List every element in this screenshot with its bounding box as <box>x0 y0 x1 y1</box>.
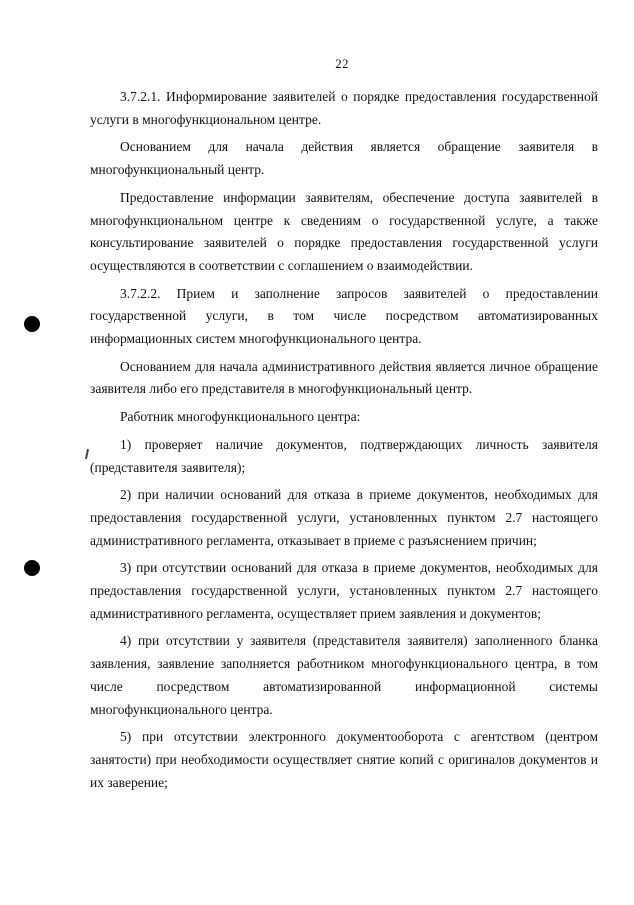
punch-hole-mark <box>24 316 40 332</box>
paragraph-section-3-7-2-2: 3.7.2.2. Прием и заполнение запросов заявителей о предоставлении государственной услуги, в том числе посредством автоматизированных информационных систем многофункционального центра. <box>90 285 598 347</box>
list-item: 1) проверяет наличие документов, подтверждающих личность заявителя (представителя заявителя); <box>90 436 598 475</box>
document-body <box>90 86 598 794</box>
paragraph: Основанием для начала действия является обращение заявителя в многофункциональный центр. <box>90 139 598 178</box>
punch-hole-mark <box>24 560 40 576</box>
paragraph: Предоставление информации заявителям, обеспечение доступа заявителей в многофункциональном центре к сведениям о государственной услуге, а также консультирование заявителей о порядке предоставления государственной услуги осуществляются в соответствии с соглашением о взаимодействии. <box>90 189 598 273</box>
paragraph-section-3-7-2-1: 3.7.2.1. Информирование заявителей о порядке предоставления государственной услуги в многофункциональном центре. <box>90 89 598 127</box>
list-item: 3) при отсутствии оснований для отказа в приеме документов, необходимых для предоставления государственной услуги, установленных пунктом 2.7 настоящего административного регламента, осуществляет прием заявления и документов; <box>90 560 598 621</box>
paragraph: Основанием для начала административного действия является личное обращение заявителя либо его представителя в многофункциональный центр. <box>90 358 598 397</box>
paragraph-list-intro: Работник многофункционального центра: <box>120 409 361 425</box>
page-number: 22 <box>335 56 349 71</box>
list-item: 2) при наличии оснований для отказа в приеме документов, необходимых для предоставления государственной услуги, установленных пунктом 2.7 настоящего административного регламента, отказывает в приеме с разъяснением причин; <box>90 487 598 548</box>
list-item: 5) при отсутствии электронного документооборота с агентством (центром занятости) при необходимости осуществляет снятие копий с оригиналов документов и их заверение; <box>90 729 598 790</box>
scan-mark <box>85 449 89 459</box>
list-item: 4) при отсутствии у заявителя (представителя заявителя) заполненного бланка заявления, заявление заполняется работником многофункционального центра, в том числе посредством автоматизированной информационной системы многофункционального центра. <box>90 633 598 717</box>
